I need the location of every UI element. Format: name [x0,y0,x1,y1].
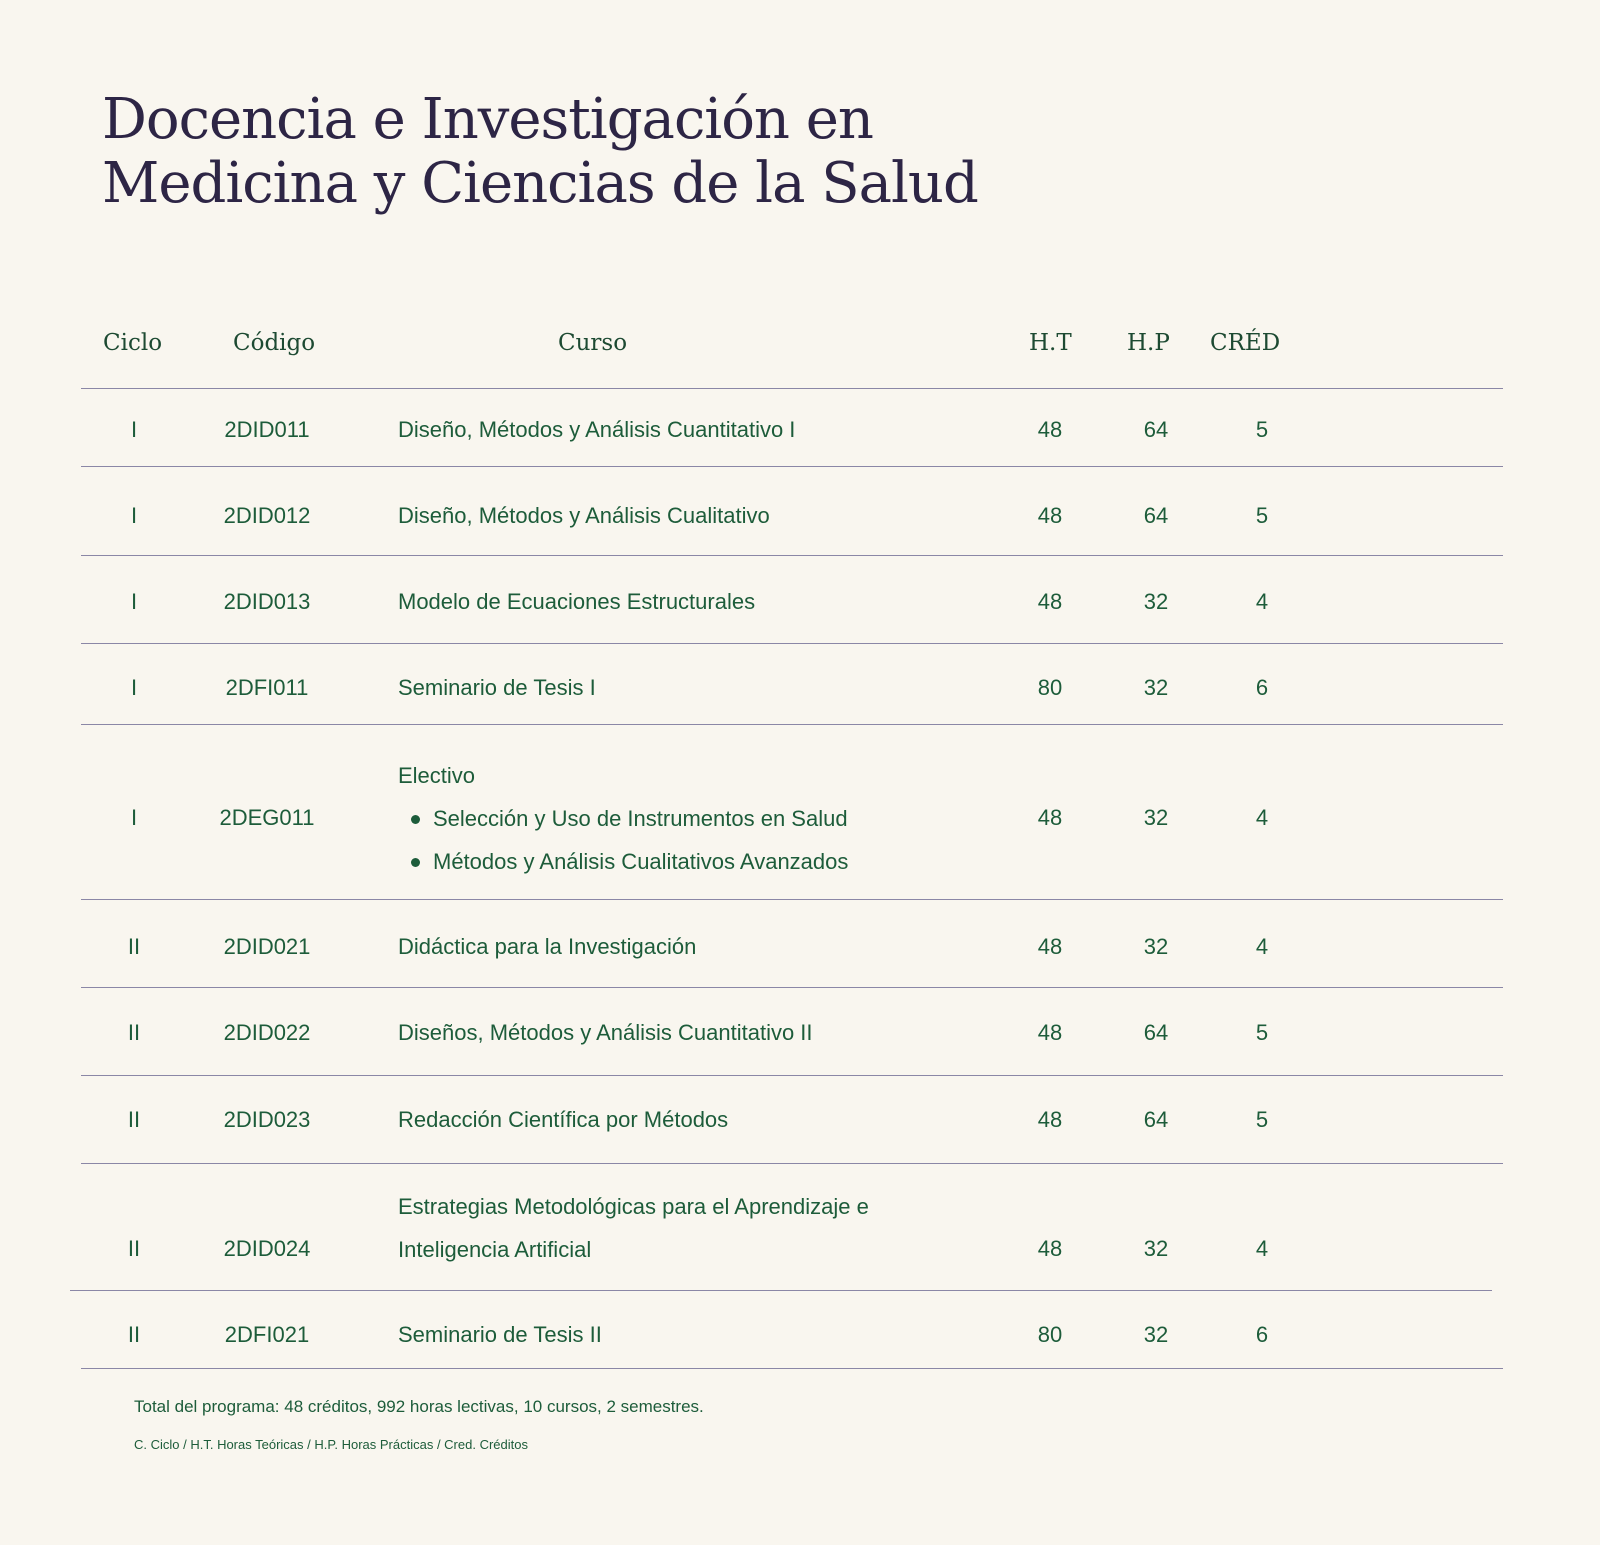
cell-hp: 32 [1143,805,1169,830]
cell-curso: Seminario de Tesis I [398,675,596,700]
table-divider [81,555,1503,556]
program-total: Total del programa: 48 créditos, 992 horas lectivas, 10 cursos, 2 semestres. [134,1397,704,1416]
header-cred: CRÉD [1210,330,1281,356]
cell-ht: 48 [1037,589,1063,614]
page-title [102,88,978,216]
cell-curso: Redacción Científica por Métodos [398,1107,729,1132]
cell-ciclo: I [130,805,138,830]
bullet-icon [411,815,420,824]
cell-cred: 4 [1255,805,1269,830]
cell-ht: 48 [1037,1236,1063,1261]
table-divider [81,466,1503,467]
table-divider [81,1163,1503,1164]
header-hp: H.P [1127,330,1170,356]
cell-ht: 80 [1037,1322,1063,1347]
table-divider [81,1368,1503,1369]
table-divider [81,724,1503,725]
cell-cred: 6 [1255,675,1269,700]
cell-cred: 5 [1255,503,1269,528]
cell-codigo: 2DID022 [223,1020,311,1045]
cell-curso: Diseño, Métodos y Análisis Cuantitativo I [398,417,796,442]
cell-curso [398,1185,869,1271]
page-title-line-1: Docencia e Investigación en [102,87,873,152]
cell-curso-line: Estrategias Metodológicas para el Aprendizaje e [398,1194,869,1219]
table-divider [81,643,1503,644]
cell-codigo: 2DID013 [223,589,311,614]
cell-ciclo: II [127,1107,141,1132]
cell-codigo: 2DFI021 [224,1322,310,1347]
cell-curso-electivo [398,754,848,883]
electivo-label: Electivo [398,763,476,788]
cell-curso: Seminario de Tesis II [398,1322,602,1347]
cell-hp: 32 [1143,589,1169,614]
cell-codigo: 2DID021 [223,934,311,959]
table-divider [81,899,1503,900]
cell-cred: 4 [1255,589,1269,614]
header-ciclo: Ciclo [103,330,163,356]
cell-cred: 4 [1255,934,1269,959]
bullet-icon [411,858,420,867]
cell-curso: Didáctica para la Investigación [398,934,697,959]
cell-codigo: 2DEG011 [219,805,315,830]
cell-curso: Diseño, Métodos y Análisis Cualitativo [398,503,770,528]
list-item [398,797,848,840]
cell-ciclo: II [127,934,141,959]
cell-ht: 48 [1037,1107,1063,1132]
cell-ht: 48 [1037,1020,1063,1045]
table-divider [70,1290,1492,1291]
electivo-option: Selección y Uso de Instrumentos en Salud [433,806,848,831]
cell-hp: 64 [1143,417,1169,442]
table-divider [81,987,1503,988]
cell-ht: 48 [1037,503,1063,528]
cell-hp: 64 [1143,1107,1169,1132]
cell-hp: 32 [1143,934,1169,959]
electivo-option: Métodos y Análisis Cualitativos Avanzados [433,849,849,874]
cell-cred: 4 [1255,1236,1269,1261]
cell-codigo: 2DID023 [223,1107,311,1132]
cell-codigo: 2DFI011 [225,675,309,700]
table-divider [81,388,1503,389]
cell-ciclo: I [130,503,138,528]
cell-ciclo: I [130,589,138,614]
cell-ciclo: II [127,1020,141,1045]
cell-ciclo: II [127,1322,141,1347]
header-ht: H.T [1029,330,1072,356]
page-title-line-2: Medicina y Ciencias de la Salud [102,151,978,216]
cell-ciclo: I [130,417,138,442]
cell-codigo: 2DID024 [223,1236,311,1261]
cell-cred: 6 [1255,1322,1269,1347]
cell-curso: Diseños, Métodos y Análisis Cuantitativo II [398,1020,813,1045]
cell-codigo: 2DID012 [223,503,311,528]
cell-curso: Modelo de Ecuaciones Estructurales [398,589,756,614]
cell-hp: 64 [1143,503,1169,528]
cell-ht: 80 [1037,675,1063,700]
cell-ht: 48 [1037,417,1063,442]
abbreviation-legend: C. Ciclo / H.T. Horas Teóricas / H.P. Horas Prácticas / Cred. Créditos [134,1437,528,1452]
cell-hp: 64 [1143,1020,1169,1045]
cell-ht: 48 [1037,805,1063,830]
header-curso: Curso [558,330,628,356]
cell-cred: 5 [1255,417,1269,442]
cell-codigo: 2DID011 [224,417,310,442]
cell-curso-line: Inteligencia Artificial [398,1237,592,1262]
cell-cred: 5 [1255,1020,1269,1045]
cell-hp: 32 [1143,675,1169,700]
list-item [398,840,848,883]
cell-cred: 5 [1255,1107,1269,1132]
cell-ciclo: II [127,1236,141,1261]
cell-hp: 32 [1143,1236,1169,1261]
header-codigo: Código [233,330,316,356]
cell-hp: 32 [1143,1322,1169,1347]
cell-ciclo: I [130,675,138,700]
cell-ht: 48 [1037,934,1063,959]
table-divider [81,1075,1503,1076]
